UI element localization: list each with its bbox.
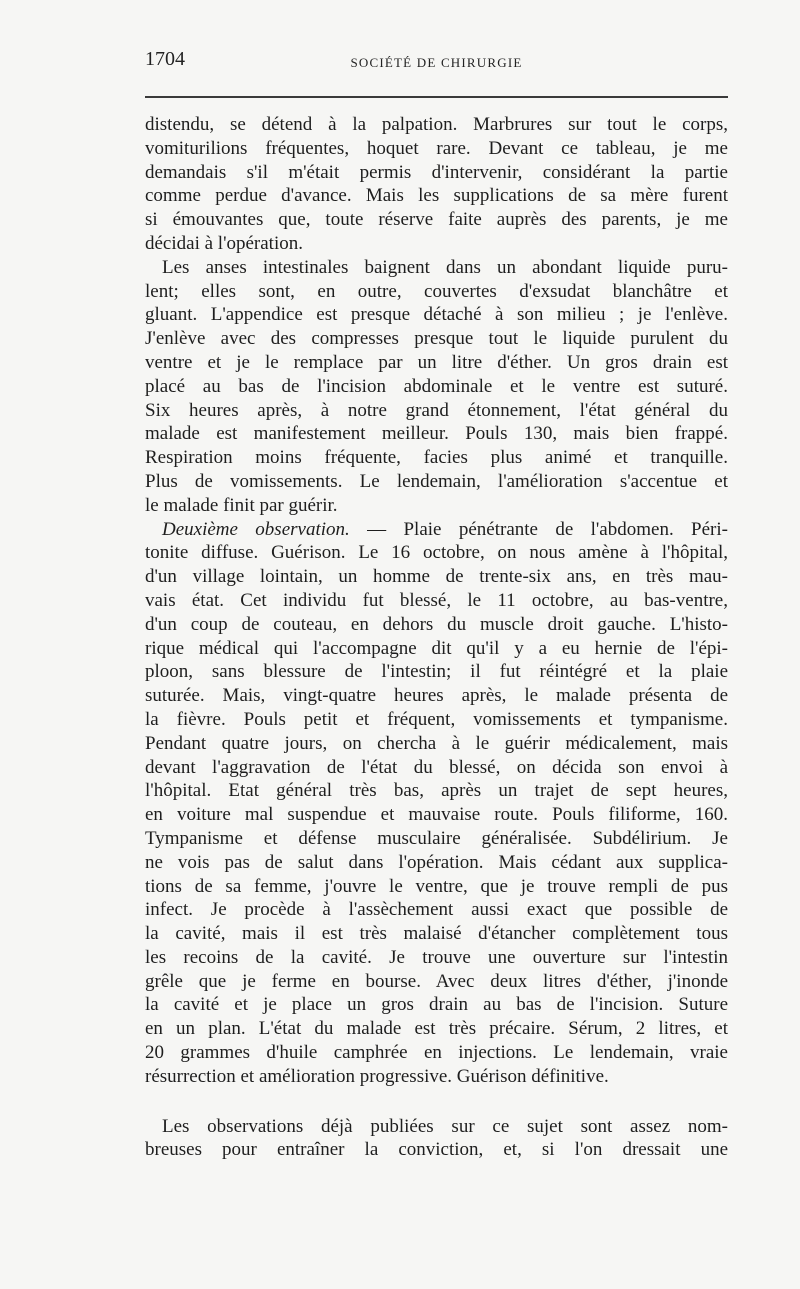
text-line: ploon, sans blessure de l'intestin; il fut réintégré et la plaie	[145, 661, 728, 683]
text-line: demandais s'il m'était permis d'intervenir, considérant la partie	[145, 161, 728, 183]
text-line: 20 grammes d'huile camphrée en injections. Le lendemain, vraie	[145, 1042, 728, 1064]
text-line-rest: — Plaie pénétrante de l'abdomen. Péri-	[349, 518, 728, 540]
text-line: d'un village lointain, un homme de trente-six ans, en très mau-	[145, 566, 728, 588]
observation-paragraph	[145, 518, 728, 1089]
text-line: grêle que je ferme en bourse. Avec deux litres d'éther, j'inonde	[145, 970, 728, 992]
text-line: infect. Je procède à l'assèchement aussi exact que possible de	[145, 899, 728, 921]
body-text	[145, 113, 728, 1162]
text-line: malade est manifestement meilleur. Pouls 130, mais bien frappé.	[145, 423, 728, 445]
text-line: tions de sa femme, j'ouvre le ventre, que je trouve rempli de pus	[145, 875, 728, 897]
text-line: en un plan. L'état du malade est très précaire. Sérum, 2 litres, et	[145, 1018, 728, 1040]
text-line: vomiturilions fréquentes, hoquet rare. Devant ce tableau, je me	[145, 137, 728, 159]
observation-title: Deuxième observation.	[162, 518, 350, 540]
text-line: Les anses intestinales baignent dans un abondant liquide puru-	[162, 256, 728, 278]
text-line: Respiration moins fréquente, facies plus animé et tranquille.	[145, 447, 728, 469]
text-line: d'un coup de couteau, en dehors du muscle droit gauche. L'histo-	[145, 613, 728, 635]
text-line: Six heures après, à notre grand étonnement, l'état général du	[145, 399, 728, 421]
text-line: ventre et je le remplace par un litre d'éther. Un gros drain est	[145, 351, 728, 373]
text-line	[145, 518, 728, 542]
text-line: rique médical qui l'accompagne dit qu'il y a eu hernie de l'épi-	[145, 637, 728, 659]
text-line: en voiture mal suspendue et mauvaise route. Pouls filiforme, 160.	[145, 804, 728, 826]
text-line: la cavité, mais il est très malaisé d'étancher complètement tous	[145, 923, 728, 945]
text-line: si émouvantes que, toute réserve faite auprès des parents, je me	[145, 209, 728, 231]
text-line: breuses pour entraîner la conviction, et, si l'on dressait une	[145, 1139, 728, 1161]
text-line: devant l'aggravation de l'état du blessé, on décida son envoi à	[145, 756, 728, 778]
header-rule	[145, 96, 728, 98]
text-line: l'hôpital. Etat général très bas, après un trajet de sept heures,	[145, 780, 728, 802]
text-line: suturée. Mais, vingt-quatre heures après, le malade présenta de	[145, 685, 728, 707]
text-line: vais état. Cet individu fut blessé, le 11 octobre, au bas-ventre,	[145, 589, 728, 611]
text-line: Pendant quatre jours, on chercha à le guérir médicalement, mais	[145, 732, 728, 754]
text-line: J'enlève avec des compresses presque tout le liquide purulent du	[145, 328, 728, 350]
text-line: ne vois pas de salut dans l'opération. Mais cédant aux supplica-	[145, 851, 728, 873]
text-line: tonite diffuse. Guérison. Le 16 octobre, on nous amène à l'hôpital,	[145, 542, 728, 564]
text-line: la fièvre. Pouls petit et fréquent, vomissements et tympanisme.	[145, 708, 728, 730]
page-number: 1704	[145, 48, 185, 70]
text-line: placé au bas de l'incision abdominale et le ventre est suturé.	[145, 375, 728, 397]
text-line: comme perdue d'avance. Mais les supplications de sa mère furent	[145, 185, 728, 207]
text-line: la cavité et je place un gros drain au bas de l'incision. Suture	[145, 994, 728, 1016]
text-line: décidai à l'opération.	[145, 232, 303, 254]
text-line: Plus de vomissements. Le lendemain, l'amélioration s'accentue et	[145, 470, 728, 492]
paragraph	[145, 256, 728, 518]
text-line: résurrection et amélioration progressive. Guérison définitive.	[145, 1065, 609, 1087]
running-title: SOCIÉTÉ DE CHIRURGIE	[350, 55, 523, 70]
text-line: distendu, se détend à la palpation. Marbrures sur tout le corps,	[145, 114, 728, 135]
text-line: Tympanisme et défense musculaire généralisée. Subdélirium. Je	[145, 827, 728, 849]
text-line: lent; elles sont, en outre, couvertes d'exsudat blanchâtre et	[145, 280, 728, 302]
text-line: les recoins de la cavité. Je trouve une ouverture sur l'intestin	[145, 946, 728, 968]
paragraph	[145, 1115, 728, 1163]
text-line: gluant. L'appendice est presque détaché à son milieu ; je l'enlève.	[145, 304, 728, 326]
paragraph	[145, 113, 728, 256]
text-line: Les observations déjà publiées sur ce sujet sont assez nom-	[162, 1115, 728, 1137]
text-line: le malade finit par guérir.	[145, 494, 338, 516]
